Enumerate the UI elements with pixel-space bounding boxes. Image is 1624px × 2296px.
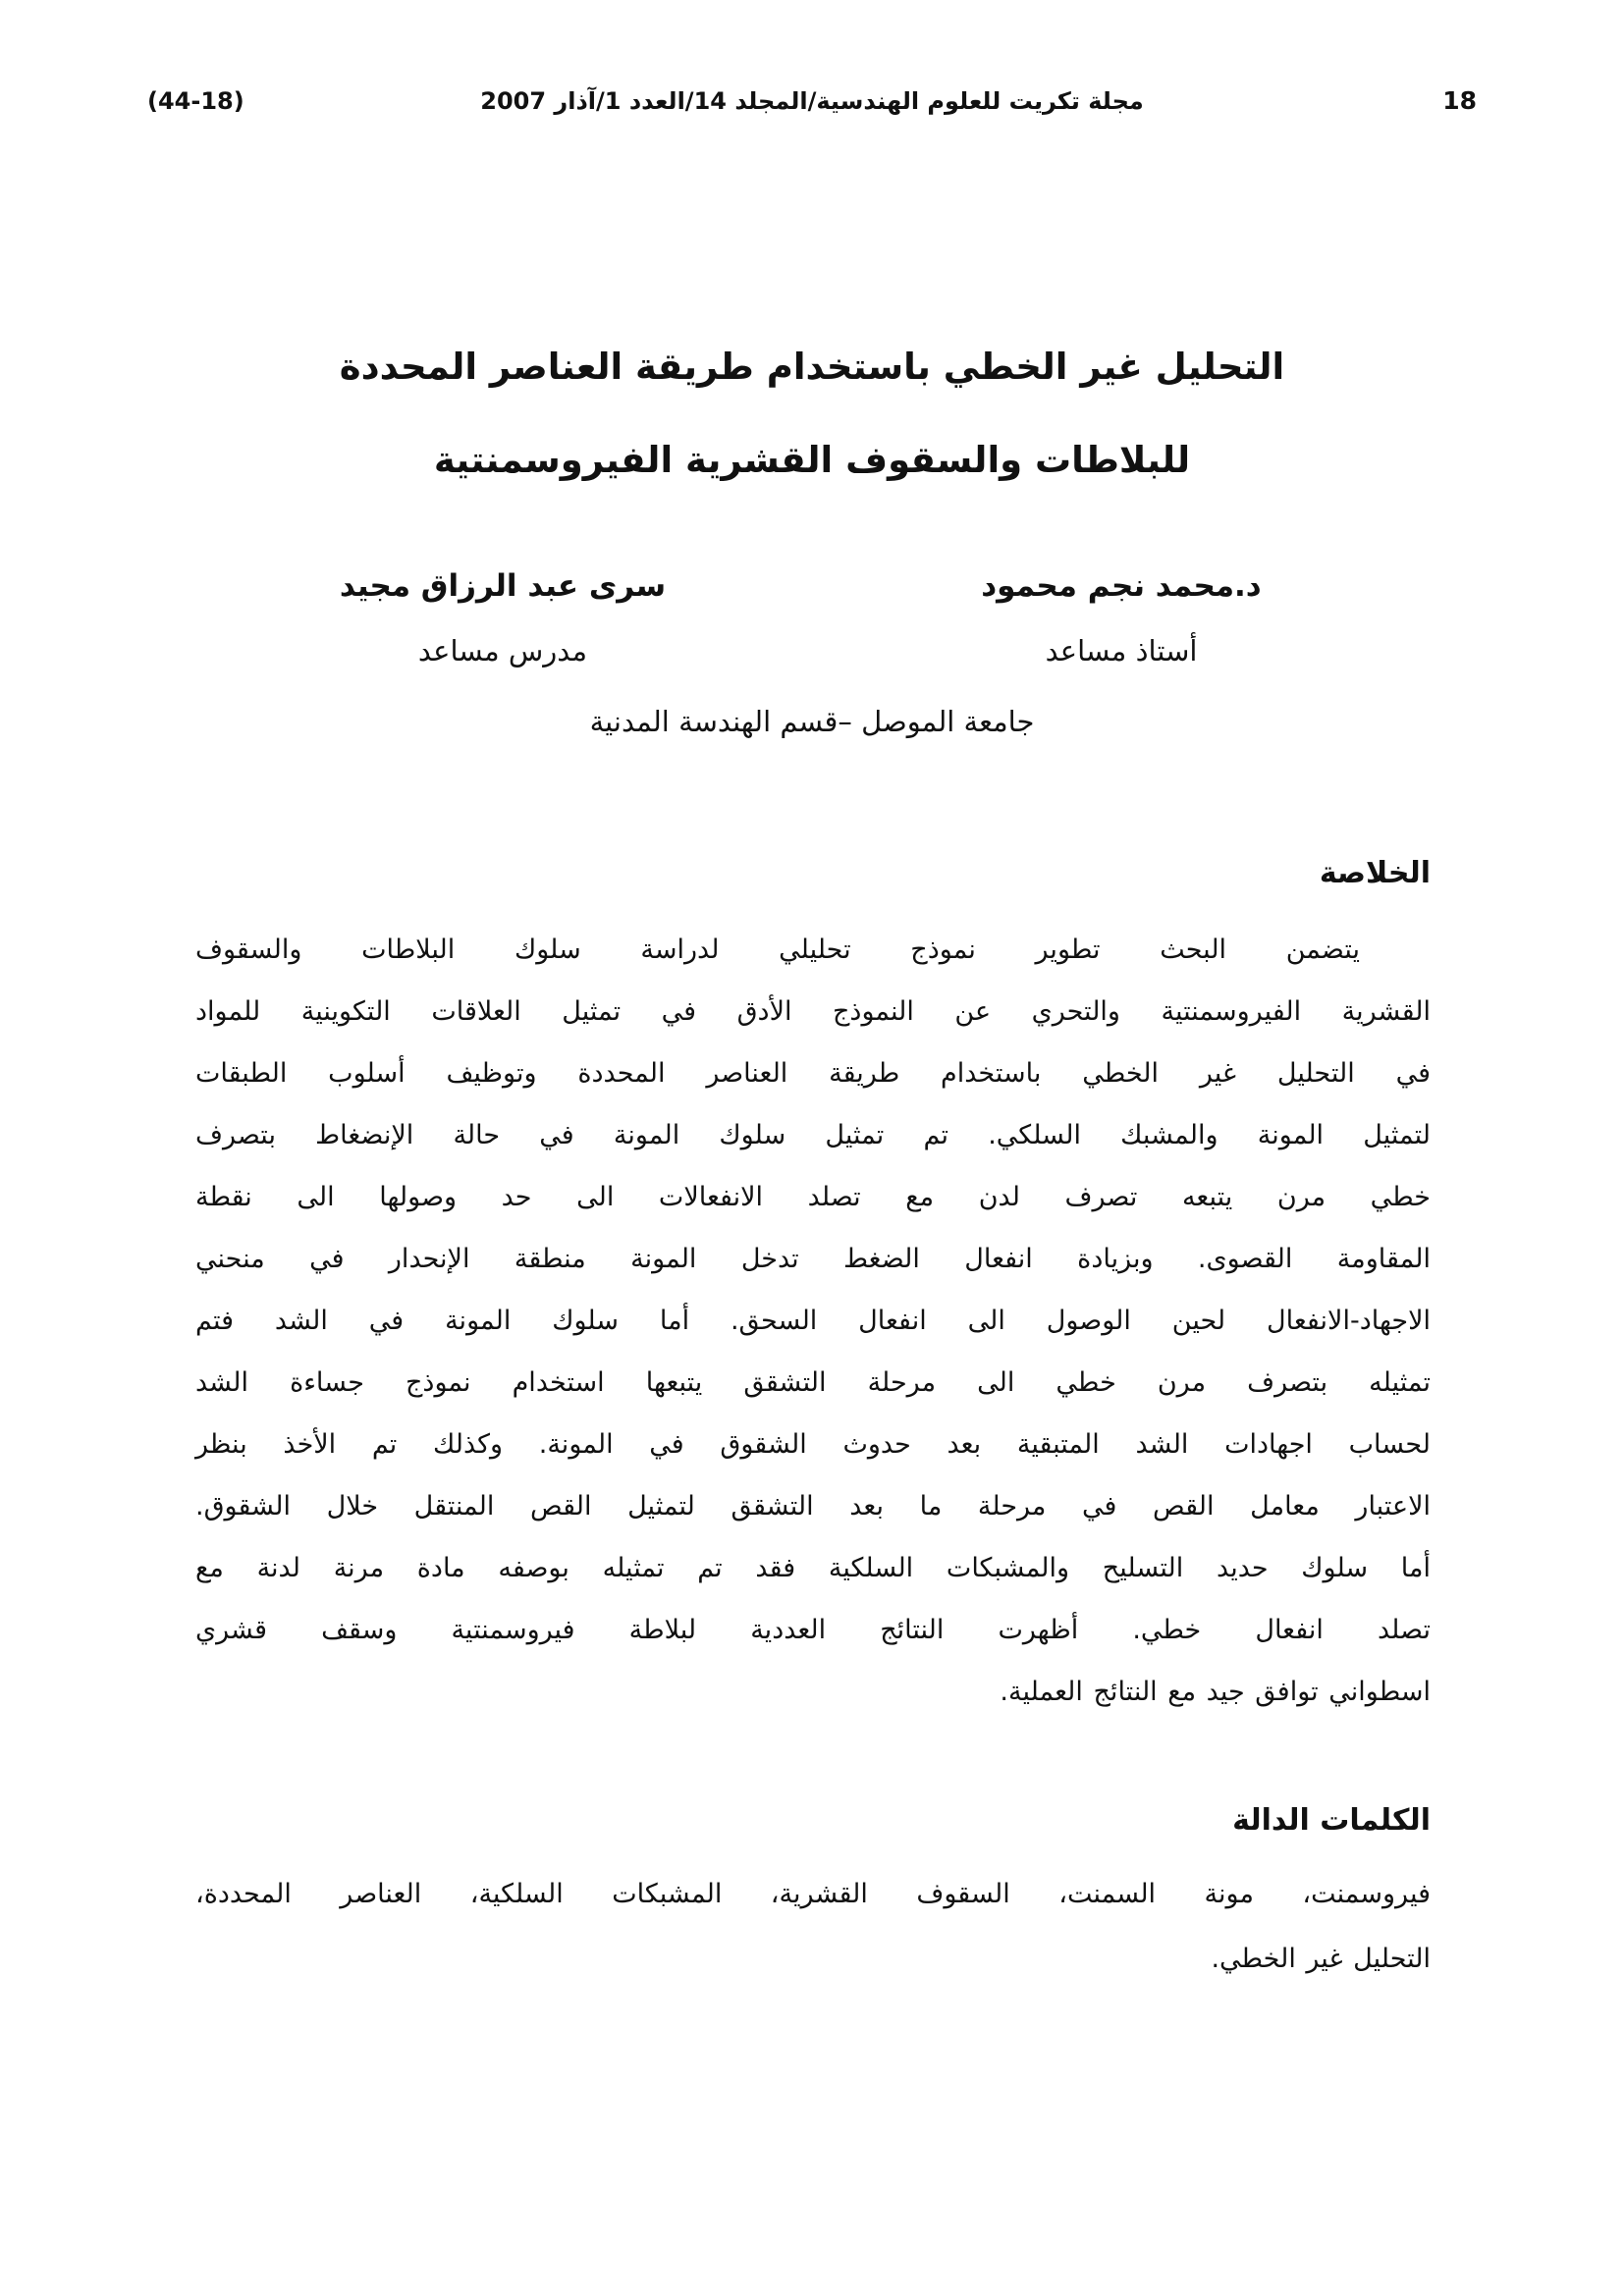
abstract-line: خطي مرن يتبعه تصرف لدن مع تصلد الانفعالات الى حد وصولها الى نقطة [195, 1182, 1431, 1212]
keywords-line: التحليل غير الخطي. [1211, 1944, 1431, 1974]
abstract-line: أما سلوك حديد التسليح والمشبكات السلكية فقد تم تمثيله بوصفه مادة مرنة لدنة مع [195, 1553, 1431, 1583]
author-names-row [193, 563, 1431, 609]
author-1-name: د.محمد نجم محمود [981, 568, 1262, 604]
keywords-heading: الكلمات الدالة [1232, 1803, 1431, 1838]
abstract-line: تصلد انفعال خطي. أظهرت النتائج العددية لبلاطة فيروسمنتية وسقف قشري [195, 1615, 1431, 1645]
abstract-line: في التحليل غير الخطي باستخدام طريقة العناصر المحددة وتوظيف أسلوب الطبقات [195, 1058, 1431, 1089]
abstract-line: المقاومة القصوى. وبزيادة انفعال الضغط تدخل المونة منطقة الإنحدار في منحني [195, 1244, 1431, 1274]
author-roles-row [193, 609, 1431, 671]
abstract-paragraph [0, 919, 1624, 1723]
affiliation: جامعة الموصل –قسم الهندسة المدنية [589, 705, 1035, 738]
journal-header-line: مجلة تكريت للعلوم الهندسية/المجلد 14/العدد 1/آذار 2007 [480, 87, 1144, 115]
running-head [0, 86, 1624, 128]
abstract-line: الاجهاد-الانفعال لحين الوصول الى انفعال السحق. أما سلوك المونة في الشد فتم [195, 1306, 1431, 1336]
abstract-line: تمثيله بتصرف مرن خطي الى مرحلة التشقق يتبعها استخدام نموذج جساءة الشد [195, 1367, 1431, 1398]
abstract-heading: الخلاصة [1319, 856, 1431, 890]
abstract-line: الاعتبار معامل القص في مرحلة ما بعد التشقق لتمثيل القص المنتقل خلال الشقوق. [195, 1491, 1431, 1522]
keywords-paragraph [0, 1862, 1624, 1992]
abstract-line: لحساب اجهادات الشد المتبقية بعد حدوث الشقوق في المونة. وكذلك تم الأخذ بنظر [195, 1429, 1431, 1460]
page-range: (44-18) [147, 87, 244, 115]
abstract-line: يتضمن البحث تطوير نموذج تحليلي لدراسة سلوك البلاطات والسقوف [195, 934, 1360, 965]
author-2-role: مدرس مساعد [417, 634, 588, 667]
author-2-name: سرى عبد الرزاق مجيد [339, 568, 667, 604]
page-number: 18 [1442, 86, 1477, 115]
paper-title-line-1: التحليل غير الخطي باستخدام طريقة العناصر المحددة [339, 346, 1285, 388]
paper-title [0, 320, 1624, 507]
abstract-line: لتمثيل المونة والمشبك السلكي. تم تمثيل سلوك المونة في حالة الإنضغاط بتصرف [195, 1120, 1431, 1150]
authors-block [0, 563, 1624, 742]
keywords-line: فيروسمنت، مونة السمنت، السقوف القشرية، المشبكات السلكية، العناصر المحددة، [195, 1879, 1431, 1909]
abstract-line: القشرية الفيروسمنتية والتحري عن النموذج الأدق في تمثيل العلاقات التكوينية للمواد [195, 996, 1431, 1027]
author-1-role: أستاذ مساعد [1045, 634, 1198, 667]
abstract-line: اسطواني توافق جيد مع النتائج العملية. [1000, 1677, 1431, 1707]
paper-title-line-2: للبلاطات والسقوف القشرية الفيروسمنتية [433, 439, 1191, 481]
